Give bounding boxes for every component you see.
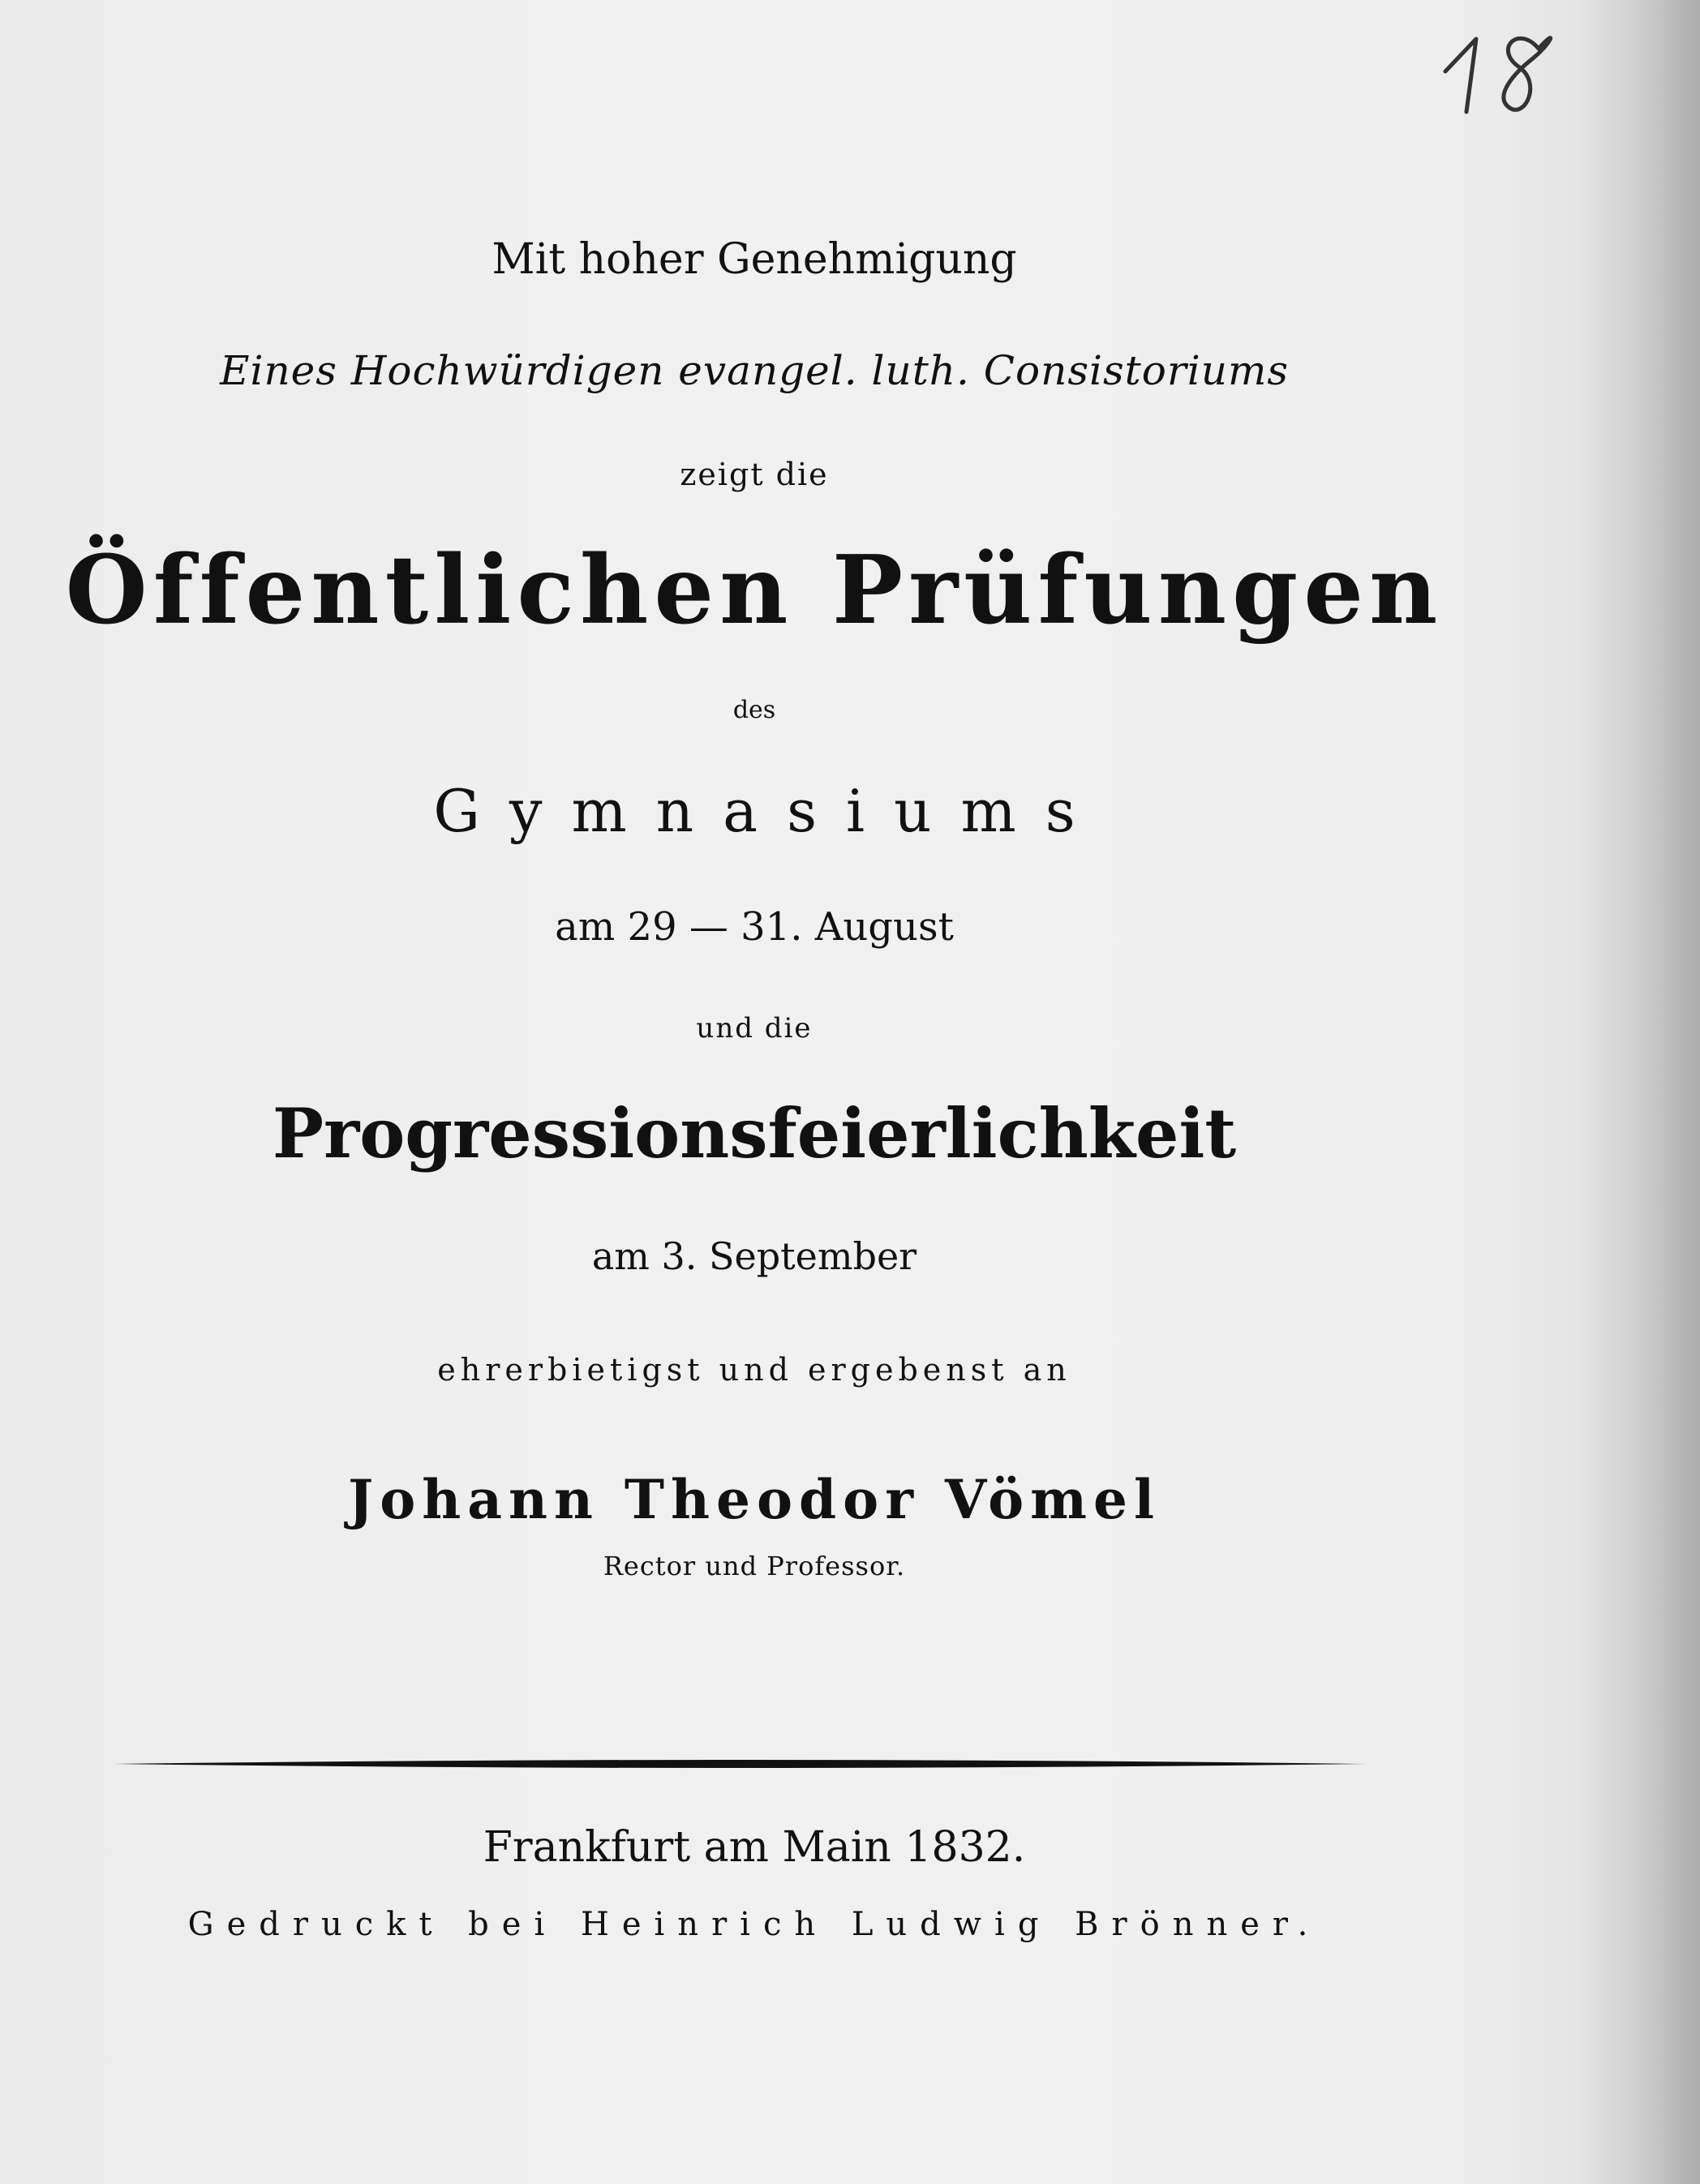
divider-rule (114, 1756, 1367, 1772)
author-name: Johann Theodor Vömel (347, 1468, 1161, 1531)
connector-des: des (732, 696, 776, 724)
event-title: Progressionsfeierlichkeit (272, 1093, 1237, 1174)
page-number-drawing (1437, 16, 1583, 122)
page-edge-shadow (1578, 0, 1700, 2184)
place-year: Frankfurt am Main 1832. (483, 1823, 1026, 1872)
consistory-line: Eines Hochwürdigen evangel. luth. Consistoriums (219, 347, 1290, 394)
main-title: Öffentlichen Prüfungen (65, 535, 1444, 646)
institution-name: Gymnasiums (433, 777, 1105, 845)
approval-line: Mit hoher Genehmigung (492, 235, 1017, 284)
dedication-line: ehrerbietigst und ergebenst an (437, 1352, 1071, 1388)
event-date: am 3. September (591, 1234, 917, 1278)
handwritten-page-number (1437, 16, 1583, 122)
connector-und: und die (696, 1012, 813, 1045)
exam-dates: am 29 — 31. August (555, 904, 954, 950)
printer-line: Gedruckt bei Heinrich Ludwig Brönner. (187, 1906, 1321, 1943)
author-role: Rector und Professor. (603, 1551, 906, 1581)
intro-line: zeigt die (680, 457, 829, 492)
